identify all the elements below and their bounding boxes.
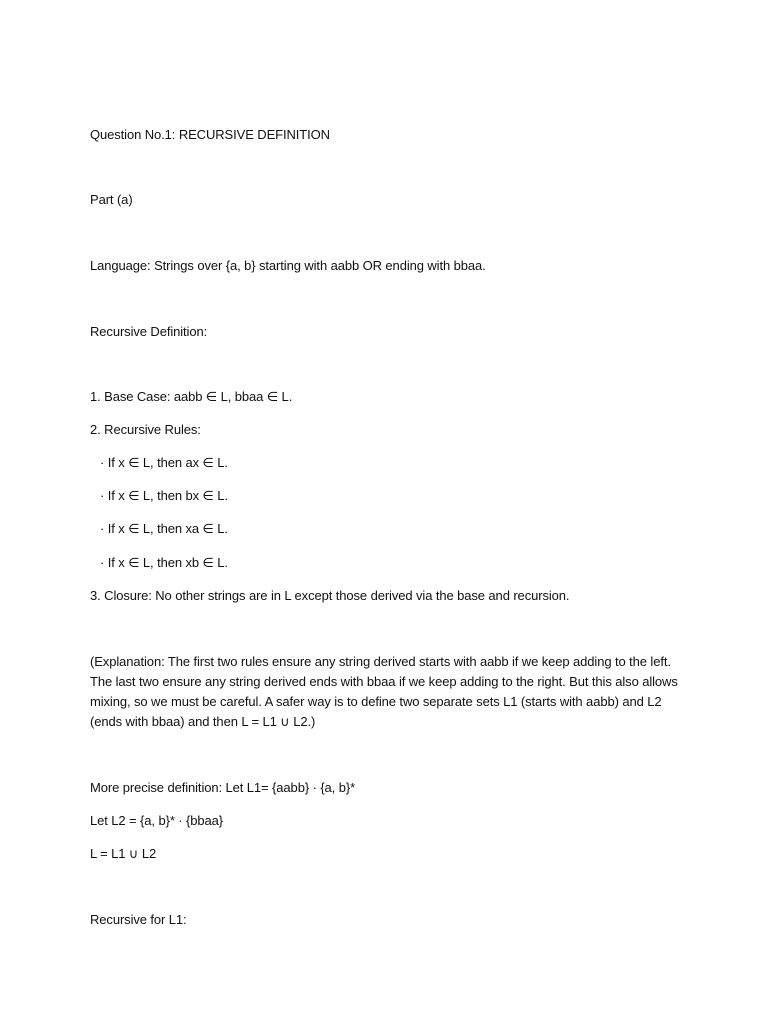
base-case: 1. Base Case: aabb ∈ L, bbaa ∈ L.	[90, 389, 293, 404]
question-title: Question No.1: RECURSIVE DEFINITION	[90, 127, 330, 142]
rule-item: · If x ∈ L, then bx ∈ L.	[100, 488, 228, 503]
rule-item: · If x ∈ L, then ax ∈ L.	[100, 455, 228, 470]
explanation-line: The last two ensure any string derived ends with bbaa if we keep adding to the right. But this also allows	[90, 674, 678, 689]
precise-definition: More precise definition: Let L1= {aabb} · {a, b}*	[90, 780, 356, 795]
explanation-line: (ends with bbaa) and then L = L1 ∪ L2.)	[90, 714, 316, 729]
explanation-line: (Explanation: The first two rules ensure any string derived starts with aabb if we keep adding to the left.	[90, 654, 671, 669]
closure-statement: 3. Closure: No other strings are in L except those derived via the base and recursion.	[90, 588, 570, 603]
language-statement: Language: Strings over {a, b} starting with aabb OR ending with bbaa.	[90, 258, 486, 273]
rule-item: · If x ∈ L, then xa ∈ L.	[100, 521, 228, 536]
l2-definition: Let L2 = {a, b}* · {bbaa}	[90, 813, 224, 828]
rule-item: · If x ∈ L, then xb ∈ L.	[100, 555, 228, 570]
recursive-rules-heading: 2. Recursive Rules:	[90, 422, 201, 437]
union-definition: L = L1 ∪ L2	[90, 846, 157, 861]
recursive-l1-heading: Recursive for L1:	[90, 912, 187, 927]
explanation-line: mixing, so we must be careful. A safer way is to define two separate sets L1 (starts with aabb) and L2	[90, 694, 662, 709]
recursive-definition-heading: Recursive Definition:	[90, 324, 208, 339]
part-label: Part (a)	[90, 192, 133, 207]
